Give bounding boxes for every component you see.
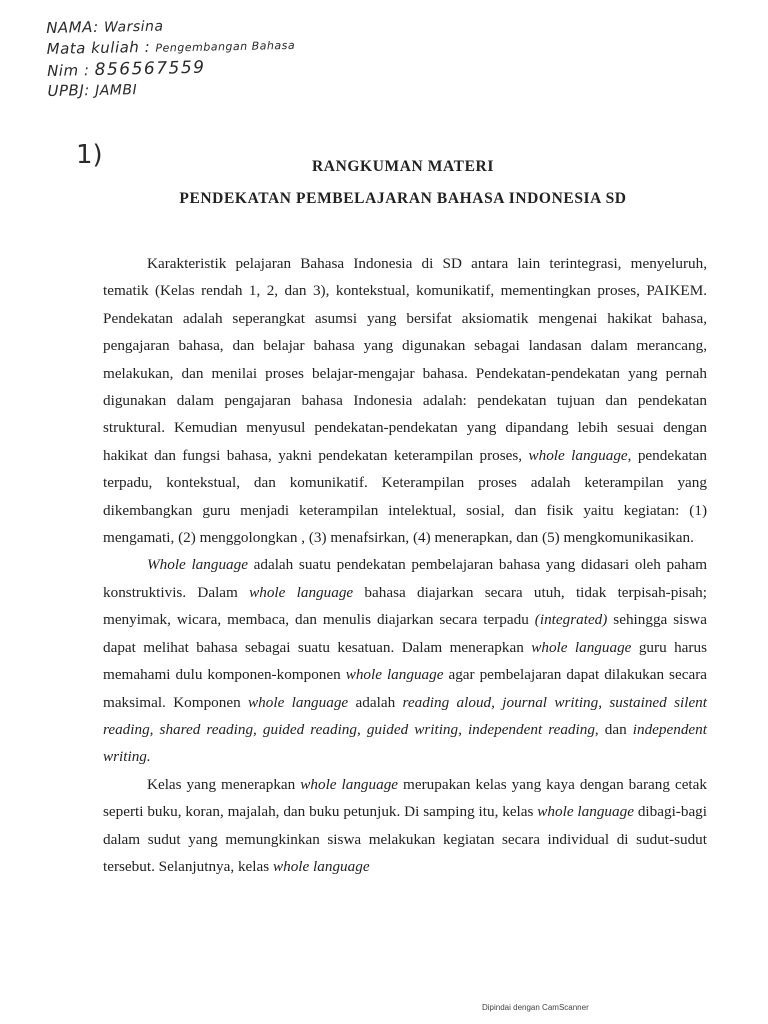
- text-run: merupakan kelas yang kaya dengan barang cetak seperti buku, koran, majalah, dan buku petunjuk. Di samping itu, kelas: [103, 775, 707, 821]
- text-run: dan: [598, 720, 633, 738]
- header-nim-key: Nim: [46, 61, 79, 80]
- document-subtitle: PENDEKATAN PEMBELAJARAN BAHASA INDONESIA SD: [179, 190, 627, 207]
- header-course-line: Mata kuliah : Pengembangan Bahasa: [46, 37, 296, 58]
- text-run: dibagi-bagi dalam sudut yang memungkinkan siswa melakukan kegiatan secara individual di sudut-sudut tersebut. Selanjutnya, kelas: [103, 803, 707, 875]
- question-number: 1): [76, 140, 103, 170]
- document-body: [103, 250, 707, 880]
- text-run: agar pembelajaran dapat dilakukan secara maksimal. Komponen: [103, 666, 707, 711]
- text-run: bahasa diajarkan secara utuh, tidak terpisah-pisah; menyimak, wicara, membaca, dan menulis diajarkan secara terpadu: [103, 583, 707, 629]
- italic-term: whole language: [528, 446, 628, 464]
- header-name-line: NAMA: Warsina: [46, 17, 164, 37]
- text-run: sehingga siswa dapat melihat bahasa sebagai suatu kesatuan. Dalam menerapkan: [103, 611, 707, 656]
- header-upbj-key: UPBJ: [47, 81, 85, 100]
- italic-term: whole language: [248, 693, 349, 711]
- text-run: Karakteristik pelajaran Bahasa Indonesia di SD antara lain terintegrasi, menyeluruh, tematik (Kelas rendah 1, 2, dan 3), kontekstual, komunikatif, mementingkan proses, PAIKEM. Pendekatan adalah seperangkat asumsi yang bersifat aksiomatik mengenai hakikat bahasa, pengajaran bahasa, dan belajar bahasa yang digunakan sebagai landasan dalam merancang, melakukan, dan menilai proses belajar-mengajar bahasa. Pendekatan-pendekatan yang pernah digunakan dalam pengajaran bahasa Indonesia adalah: pendekatan tujuan dan pendekatan struktural. Kemudian menyusul pendekatan-pendekatan yang dipandang lebih sesuai dengan hakikat dan fungsi bahasa, yakni pendekatan keterampilan proses,: [103, 255, 707, 464]
- scanner-watermark: Dipindai dengan CamScanner: [482, 1003, 589, 1012]
- text-run: adalah: [348, 693, 403, 711]
- header-upbj-line: UPBJ: JAMBI: [47, 80, 138, 100]
- header-name-key: NAMA: [46, 18, 94, 37]
- text-run: adalah suatu pendekatan pembelajaran bahasa yang didasari oleh paham konstruktivis. Dalam: [103, 556, 708, 601]
- italic-term: Whole language: [147, 556, 248, 574]
- header-name-value: Warsina: [103, 18, 164, 36]
- paragraph: [103, 771, 707, 881]
- paragraph: [103, 551, 707, 770]
- document-title: RANGKUMAN MATERI: [312, 158, 494, 175]
- header-upbj-value: JAMBI: [94, 82, 138, 99]
- italic-term: whole language: [531, 638, 632, 656]
- text-run: guru harus memahami dulu komponen-komponen: [103, 638, 707, 684]
- italic-term: whole language: [300, 775, 399, 793]
- italic-term: whole language: [345, 666, 444, 684]
- italic-term: independent writing.: [103, 720, 707, 766]
- header-nim-value: 856567559: [94, 57, 206, 80]
- paragraph: [103, 250, 707, 551]
- italic-term: (integrated): [534, 611, 608, 629]
- header-course-value: Pengembangan Bahasa: [155, 38, 296, 55]
- italic-term: whole language: [537, 803, 634, 821]
- header-course-key: Mata kuliah: [46, 38, 140, 58]
- header-nim-line: Nim : 856567559: [46, 57, 206, 80]
- italic-term: reading aloud, journal writing, sustained silent reading, shared reading, guided reading, guided writing, independent reading,: [103, 693, 707, 738]
- italic-term: whole language: [272, 857, 370, 875]
- text-run: , pendekatan terpadu, kontekstual, dan komunikatif. Keterampilan proses adalah keterampilan yang dikembangkan guru menjadi keterampilan intelektual, sosial, dan fisik yaitu kegiatan: (1) mengamati, (2) menggolongkan , (3) menafsirkan, (4) menerapkan, dan (5) mengkomunikasikan.: [103, 446, 707, 547]
- text-run: Kelas yang menerapkan: [147, 775, 301, 793]
- handwritten-header: [46, 13, 296, 102]
- italic-term: whole language: [249, 583, 354, 601]
